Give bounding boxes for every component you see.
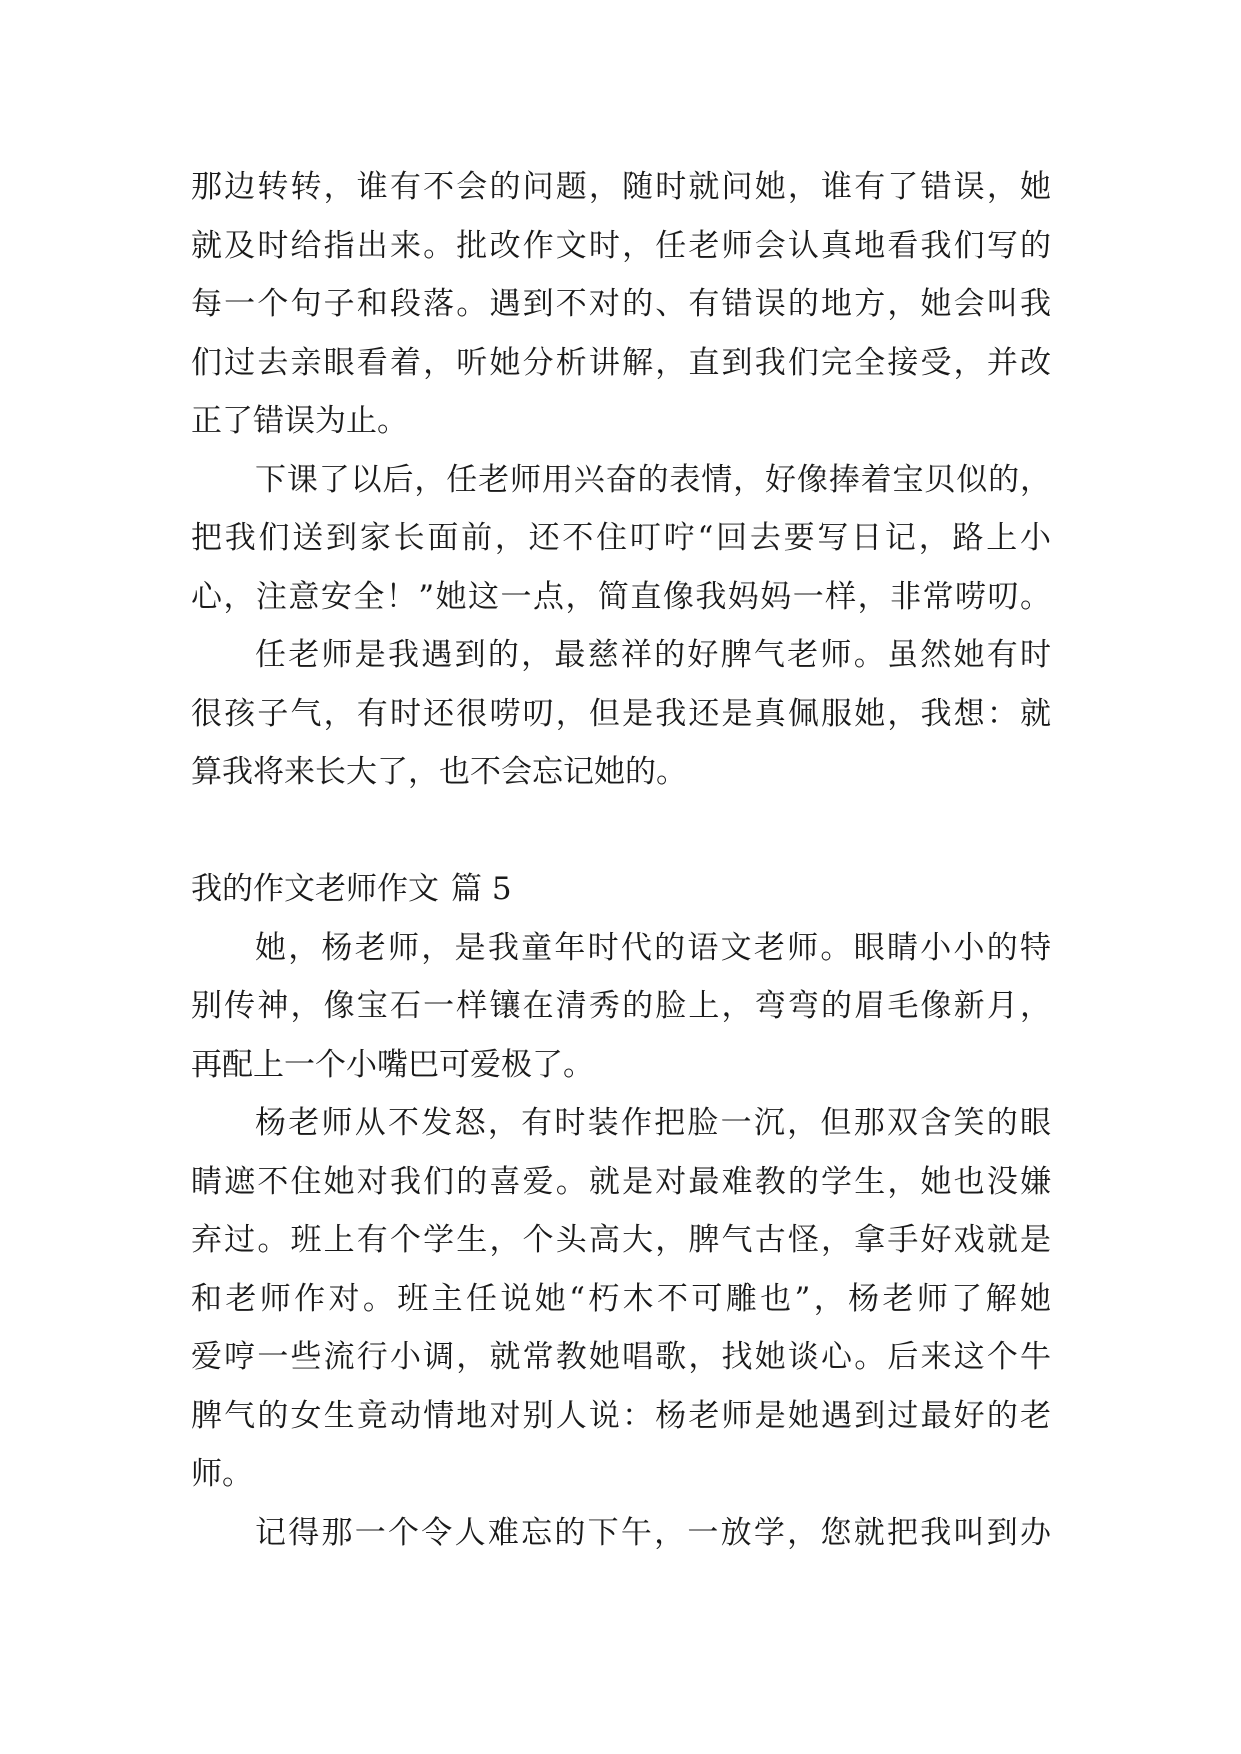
section-heading bbox=[191, 860, 1051, 919]
text-line: 那边转转，谁有不会的问题，随时就问她，谁有了错误，她 bbox=[191, 169, 1051, 205]
paragraph-yang-temper bbox=[191, 1094, 1051, 1504]
text-line: 弃过。班上有个学生，个头高大，脾气古怪，拿手好戏就是 bbox=[191, 1222, 1051, 1258]
text-line: 睛遮不住她对我们的喜爱。就是对最难教的学生，她也没嫌 bbox=[191, 1163, 1051, 1200]
text-line: 爱哼一些流行小调，就常教她唱歌，找她谈心。后来这个牛 bbox=[191, 1339, 1051, 1375]
text-line: 师。 bbox=[191, 1456, 253, 1492]
text-line: 就及时给指出来。批改作文时，任老师会认真地看我们写的 bbox=[191, 227, 1051, 264]
text-line: 别传神，像宝石一样镶在清秀的脸上，弯弯的眉毛像新月， bbox=[191, 988, 1051, 1024]
blank-line bbox=[191, 802, 1051, 861]
text-line: 下课了以后，任老师用兴奋的表情，好像捧着宝贝似的， bbox=[255, 461, 1051, 498]
text-line: 把我们送到家长面前，还不住叮咛“回去要写日记，路上小 bbox=[191, 520, 1051, 556]
text-line: 她，杨老师，是我童年时代的语文老师。眼睛小小的特 bbox=[255, 929, 1051, 966]
text-line: 任老师是我遇到的，最慈祥的好脾气老师。虽然她有时 bbox=[255, 637, 1051, 673]
paragraph-yang-intro bbox=[191, 919, 1051, 1095]
section-title: 我的作文老师作文 bbox=[191, 871, 439, 907]
text-line: 杨老师从不发怒，有时装作把脸一沉，但那双含笑的眼 bbox=[255, 1105, 1051, 1141]
text-line: 脾气的女生竟动情地对别人说：杨老师是她遇到过最好的老 bbox=[191, 1397, 1051, 1434]
text-line: 心，注意安全！”她这一点，简直像我妈妈一样，非常唠叨。 bbox=[191, 578, 1051, 615]
text-line: 再配上一个小嘴巴可爱极了。 bbox=[191, 1046, 594, 1083]
text-line: 正了错误为止。 bbox=[191, 403, 408, 439]
paragraph-kind-teacher bbox=[191, 626, 1051, 802]
text-line: 们过去亲眼看着，听她分析讲解，直到我们完全接受，并改 bbox=[191, 344, 1051, 381]
text-line: 算我将来长大了，也不会忘记她的。 bbox=[191, 754, 687, 790]
paragraph-continuation bbox=[191, 158, 1051, 451]
text-line: 和老师作对。班主任说她“朽木不可雕也”，杨老师了解她 bbox=[191, 1280, 1051, 1317]
paragraph-afternoon bbox=[191, 1504, 1051, 1563]
text-line: 记得那一个令人难忘的下午，一放学，您就把我叫到办 bbox=[255, 1514, 1051, 1551]
text-line: 每一个句子和段落。遇到不对的、有错误的地方，她会叫我 bbox=[191, 286, 1051, 322]
text-line: 很孩子气，有时还很唠叨，但是我还是真佩服她，我想：就 bbox=[191, 695, 1051, 732]
section-number: 篇 5 bbox=[451, 871, 512, 907]
document-page bbox=[191, 158, 1051, 1562]
paragraph-after-class bbox=[191, 451, 1051, 627]
